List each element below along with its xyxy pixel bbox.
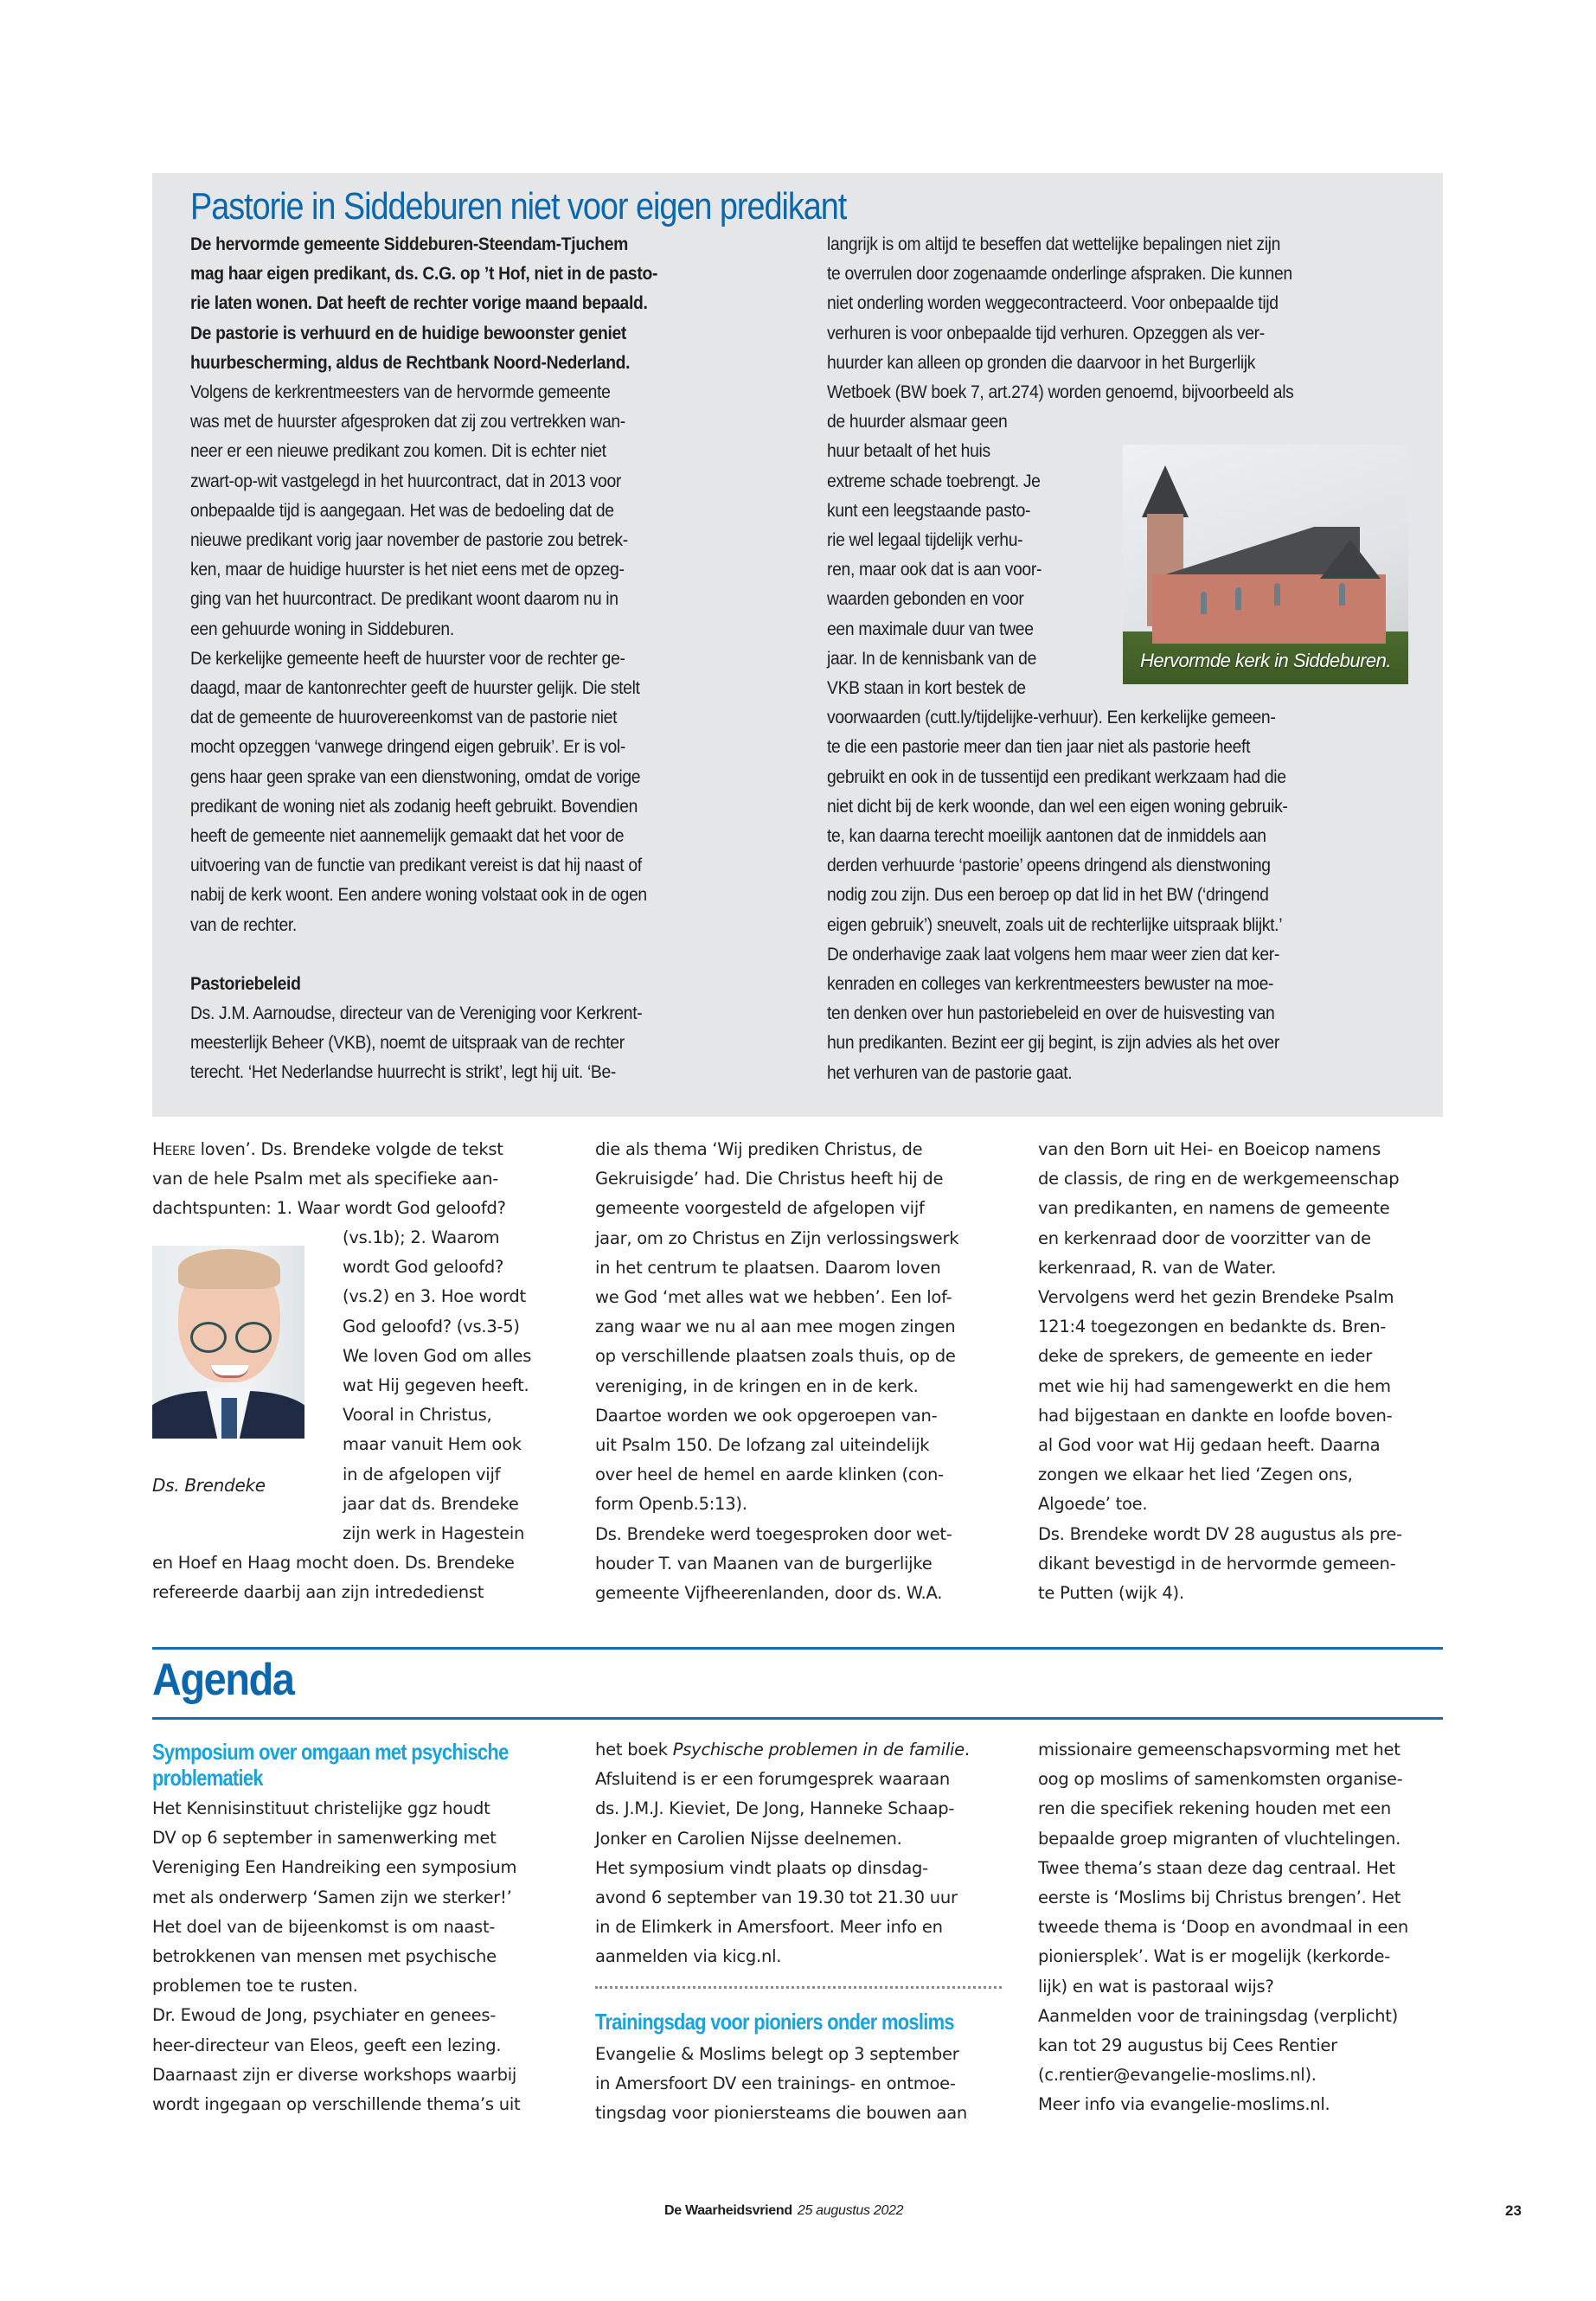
agenda-symposium-col-2 xyxy=(595,1735,1019,1972)
text-line: jaar dat ds. Brendeke xyxy=(343,1493,519,1514)
article-subheading: Pastoriebeleid xyxy=(190,973,301,994)
text-line: bepaalde groep migranten of vluchtelingen. xyxy=(1038,1828,1401,1849)
text-line: nodig zou zijn. Dus een beroep op dat lid in het BW (‘dringend xyxy=(827,885,1269,906)
farewell-wrap-text xyxy=(343,1223,567,1548)
agenda-divider xyxy=(595,1986,1002,1989)
text-line: gebruikt en ook in de tussentijd een predikant werkzaam had die xyxy=(827,766,1286,787)
text-line: Het doel van de bijeenkomst is om naast- xyxy=(152,1916,496,1937)
text-line: en kerkenraad door de voorzitter van de xyxy=(1038,1227,1371,1248)
agenda-title: Agenda xyxy=(152,1655,294,1705)
text-line: die als thema ‘Wij prediken Christus, de xyxy=(595,1139,923,1159)
text-line: van de rechter. xyxy=(190,914,297,935)
text-line: refereerde daarbij aan zijn intrededienst xyxy=(152,1582,484,1603)
text-line: zijn werk in Hagestein xyxy=(343,1523,525,1544)
text-line: Aanmelden voor de trainingsdag (verplicht) xyxy=(1038,2005,1398,2026)
text-line: hun predikanten. Bezint eer gij begint, is zijn advies als het over xyxy=(827,1033,1279,1054)
text-line: predikant de woning niet als zodanig heeft gebruikt. Bovendien xyxy=(190,796,638,817)
text-line: Dr. Ewoud de Jong, psychiater en genees- xyxy=(152,2005,497,2026)
farewell-first-line: Heere loven’. Ds. Brendeke volgde de tekst xyxy=(152,1139,503,1159)
text-line: ten denken over hun pastoriebeleid en over de huisvesting van xyxy=(827,1003,1275,1024)
text-line: ging van het huurcontract. De predikant woont daarom nu in xyxy=(190,589,619,610)
article-title: Pastorie in Siddeburen niet voor eigen predikant xyxy=(190,185,847,228)
text-line: eigen gebruik’) sneuvelt, zoals uit de rechterlijke uitspraak blijkt.’ xyxy=(827,914,1283,935)
text-line: niet onderling worden weggecontracteerd. Voor onbepaalde tijd xyxy=(827,293,1279,314)
text-line: Vereniging Een Handreiking een symposium xyxy=(152,1857,517,1878)
text-line: neer er een nieuwe predikant zou komen. Dit is echter niet xyxy=(190,441,606,462)
church-window xyxy=(1339,583,1345,606)
text-line: huur betaalt of het huis xyxy=(827,441,990,462)
text-line: huurder kan alleen op gronden die daarvoor in het Burgerlijk xyxy=(827,352,1256,373)
agenda-item-title-symposium: Symposium over omgaan met psychische problematiek xyxy=(152,1739,509,1791)
text-line: Het symposium vindt plaats op dinsdag- xyxy=(595,1857,928,1878)
text-line: huurbescherming, aldus de Rechtbank Noord-Nederland. xyxy=(190,352,631,373)
text-line: extreme schade toebrengt. Je xyxy=(827,471,1041,491)
church-photo xyxy=(1123,445,1408,684)
text-line: Wetboek (BW boek 7, art.274) worden genoemd, bijvoorbeeld als xyxy=(827,382,1294,403)
text-line: al God voor wat Hij gedaan heeft. Daarna xyxy=(1038,1435,1381,1456)
article-body-1 xyxy=(190,378,763,940)
publication-name: De Waarheidsvriend xyxy=(664,2203,792,2218)
text-line: uit Psalm 150. De lofzang zal uiteindelijk xyxy=(595,1435,930,1456)
text-line: waarden gebonden en voor xyxy=(827,589,1024,610)
text-line: Ds. J.M. Aarnoudse, directeur van de Vereniging voor Kerkrent- xyxy=(190,1003,643,1024)
text-line: heeft de gemeente niet aannemelijk gemaakt dat het voor de xyxy=(190,826,625,847)
agenda-top-rule xyxy=(152,1647,1443,1650)
text-line: in de afgelopen vijf xyxy=(343,1464,501,1484)
text-line: problemen toe te rusten. xyxy=(152,1976,358,1997)
text-line: Evangelie & Moslims belegt op 3 september xyxy=(595,2044,959,2064)
agenda-training-col-3 xyxy=(1038,1735,1453,2120)
text-line: missionaire gemeenschapsvorming met het xyxy=(1038,1740,1401,1759)
text-line: langrijk is om altijd te beseffen dat wettelijke bepalingen niet zijn xyxy=(827,234,1281,254)
text-line: voorwaarden (cutt.ly/tijdelijke-verhuur). Een kerkelijke gemeen- xyxy=(827,708,1276,728)
agenda-bottom-rule xyxy=(152,1717,1443,1720)
publication-date: 25 augustus 2022 xyxy=(797,2203,904,2218)
text-line: te overrulen door zogenaamde onderlinge afspraken. Die kunnen xyxy=(827,264,1292,285)
text-line: zwart-op-wit vastgelegd in het huurcontract, dat in 2013 voor xyxy=(190,471,621,491)
text-line: wordt God geloofd? xyxy=(343,1257,504,1278)
farewell-body-top xyxy=(152,1164,567,1223)
text-line: jaar, om zo Christus en Zijn verlossingswerk xyxy=(595,1227,959,1248)
portrait-caption: Ds. Brendeke xyxy=(152,1475,266,1496)
text-line: kerkenraad, R. van de Water. xyxy=(1038,1257,1277,1278)
text-line: houder T. van Maanen van de burgerlijke xyxy=(595,1553,933,1574)
text-line: gemeente Vijfheerenlanden, door ds. W.A. xyxy=(595,1583,943,1604)
text-line: van predikanten, en namens de gemeente xyxy=(1038,1198,1390,1219)
text-line: verhuren is voor onbepaalde tijd verhuren. Opzeggen als ver- xyxy=(827,323,1265,343)
text-line: ds. J.M.J. Kieviet, De Jong, Hanneke Schaap- xyxy=(595,1798,955,1819)
church-spire xyxy=(1142,465,1189,517)
article-body-2 xyxy=(190,999,763,1088)
text-line: tweede thema is ‘Doop en avondmaal in een xyxy=(1038,1917,1409,1938)
text-line: Daartoe worden we ook opgeroepen van- xyxy=(595,1405,938,1426)
text-line: in Amersfoort DV een trainings- en ontmoe- xyxy=(595,2073,956,2094)
portrait-photo xyxy=(152,1246,304,1439)
text-line: Jonker en Carolien Nijsse deelnemen. xyxy=(595,1828,902,1849)
text-line: het verhuren van de pastorie gaat. xyxy=(827,1062,1073,1083)
text-line: Ds. Brendeke wordt DV 28 augustus als pre- xyxy=(1038,1523,1402,1544)
text-line: nabij de kerk woont. Een andere woning volstaat ook in de ogen xyxy=(190,885,647,906)
text-line: met als onderwerp ‘Samen zijn we sterker!’ xyxy=(152,1887,512,1907)
page-number: 23 xyxy=(1505,2202,1522,2219)
text-line: zongen we elkaar het lied ‘Zegen ons, xyxy=(1038,1465,1353,1485)
text-line: meesterlijk Beheer (VKB), noemt de uitspraak van de rechter xyxy=(190,1033,625,1054)
text-line: form Openb.5:13). xyxy=(595,1494,747,1515)
text-line: vereniging, in de kringen en in de kerk. xyxy=(595,1375,919,1396)
article-column-1 xyxy=(190,230,763,1088)
agenda-item-title-training: Trainingsdag voor pioniers onder moslims xyxy=(595,2009,954,2035)
text-line: de huurder alsmaar geen xyxy=(827,412,1008,433)
text-line: Vervolgens werd het gezin Brendeke Psalm xyxy=(1038,1287,1394,1308)
text-line: rie laten wonen. Dat heeft de rechter vorige maand bepaald. xyxy=(190,293,648,314)
text-line: kan tot 29 augustus bij Cees Rentier xyxy=(1038,2035,1337,2056)
text-line: De pastorie is verhuurd en de huidige bewoonster geniet xyxy=(190,323,627,343)
church-nave xyxy=(1152,574,1386,644)
text-line: aanmelden via kicg.nl. xyxy=(595,1946,782,1967)
text-line: zang waar we nu al aan mee mogen zingen xyxy=(595,1317,956,1337)
text-line: met wie hij had samengewerkt en die hem xyxy=(1038,1375,1391,1396)
text-line: kunt een leegstaande pasto- xyxy=(827,500,1031,521)
text-line: Het Kennisinstituut christelijke ggz houdt xyxy=(152,1798,490,1818)
text-line: Twee thema’s staan deze dag centraal. Het xyxy=(1038,1857,1395,1878)
text-line: eerste is ‘Moslims bij Christus brengen’. Het xyxy=(1038,1888,1401,1908)
text-line: Gekruisigde’ had. Die Christus heeft hij de xyxy=(595,1169,944,1189)
text-line: Daarnaast zijn er diverse workshops waarbij xyxy=(152,2064,517,2085)
article-box xyxy=(152,173,1443,1117)
text-line: Vooral in Christus, xyxy=(343,1405,492,1426)
portrait-tie xyxy=(221,1398,237,1439)
text-line: we God ‘met alles wat we hebben’. Een lof- xyxy=(595,1287,952,1308)
text-line: Afsluitend is er een forumgesprek waaraan xyxy=(595,1769,951,1790)
text-line: Algoede’ toe. xyxy=(1038,1494,1148,1515)
text-line: De onderhavige zaak laat volgens hem maar weer zien dat ker- xyxy=(827,944,1280,965)
text-line: lijk) en wat is pastoraal wijs? xyxy=(1038,1976,1274,1997)
text-line: dat de gemeente de huurovereenkomst van de pastorie niet xyxy=(190,708,618,728)
farewell-column-3 xyxy=(1038,1135,1453,1608)
text-line: mag haar eigen predikant, ds. C.G. op ’t Hof, niet in de pasto- xyxy=(190,264,658,285)
text-line: maar vanuit Hem ook xyxy=(343,1434,522,1455)
text-line: VKB staan in kort bestek de xyxy=(827,678,1026,699)
text-line: Volgens de kerkrentmeesters van de hervormde gemeente xyxy=(190,382,611,403)
text-line: onbepaalde tijd is aangegaan. Het was de bedoeling dat de xyxy=(190,500,614,521)
text-line: van de hele Psalm met als specifieke aan- xyxy=(152,1169,499,1189)
text-line: wordt ingegaan op verschillende thema’s uit xyxy=(152,2094,521,2115)
church-window xyxy=(1201,592,1207,614)
text-line: nieuwe predikant vorig jaar november de pastorie zou betrek- xyxy=(190,530,628,551)
text-line: heer-directeur van Eleos, geeft een lezing. xyxy=(152,2035,502,2055)
text-line: over heel de hemel en aarde klinken (con- xyxy=(595,1465,944,1485)
text-line: van den Born uit Hei- en Boeicop namens xyxy=(1038,1139,1381,1159)
text-line: (c.rentier@evangelie-moslims.nl). xyxy=(1038,2065,1317,2086)
article-body-3 xyxy=(827,230,1368,437)
text-line: jaar. In de kennisbank van de xyxy=(827,648,1037,669)
text-line: dachtspunten: 1. Waar wordt God geloofd? xyxy=(152,1198,506,1219)
article-intro xyxy=(190,230,763,378)
text-line: daagd, maar de kantonrechter geeft de huurster gelijk. Die stelt xyxy=(190,678,640,699)
book-line: het boek Psychische problemen in de familie. xyxy=(595,1740,970,1759)
church-window xyxy=(1235,587,1241,610)
portrait-hair xyxy=(178,1249,280,1289)
text-line: op verschillende plaatsen zoals thuis, op de xyxy=(595,1346,956,1367)
text-line: kenraden en colleges van kerkrentmeesters bewuster na moe- xyxy=(827,974,1274,995)
text-line: te Putten (wijk 4). xyxy=(1038,1583,1184,1604)
glasses-icon xyxy=(235,1322,272,1353)
text-line: had bijgestaan en dankte en loofde boven- xyxy=(1038,1405,1393,1426)
agenda-symposium-col-2-body xyxy=(595,1765,1019,1971)
text-line: de classis, de ring en de werkgemeenschap xyxy=(1038,1169,1400,1189)
text-line: We loven God om alles xyxy=(343,1345,532,1366)
text-line: rie wel legaal tijdelijk verhu- xyxy=(827,530,1023,551)
farewell-body-bottom xyxy=(152,1548,567,1607)
glasses-icon xyxy=(190,1322,227,1353)
text-line: ren die specifiek rekening houden met een xyxy=(1038,1798,1391,1819)
text-line: pioniersplek’. Wat is er mogelijk (kerkorde- xyxy=(1038,1946,1391,1967)
publication-footer xyxy=(664,2203,903,2219)
agenda-symposium-col-1 xyxy=(152,1794,576,2119)
photo-caption: Hervormde kerk in Siddeburen. xyxy=(1140,650,1391,671)
text-line: betrokkenen van mensen met psychische xyxy=(152,1946,497,1967)
text-line: oog op moslims of samenkomsten organise- xyxy=(1038,1769,1403,1790)
text-line: tingsdag voor pioniersteams die bouwen aan xyxy=(595,2103,968,2124)
text-line: avond 6 september van 19.30 tot 21.30 uur xyxy=(595,1888,958,1908)
farewell-column-2 xyxy=(595,1135,1019,1608)
text-line: terecht. ‘Het Nederlandse huurrecht is strikt’, legt hij uit. ‘Be- xyxy=(190,1062,617,1083)
text-line: derden verhuurde ‘pastorie’ opeens dringend als dienstwoning xyxy=(827,856,1271,876)
text-line: gens haar geen sprake van een dienstwoning, omdat de vorige xyxy=(190,766,641,787)
text-line: een gehuurde woning in Siddeburen. xyxy=(190,619,454,639)
text-line: ren, maar ook dat is aan voor- xyxy=(827,560,1042,580)
text-line: wat Hij gegeven heeft. xyxy=(343,1375,529,1396)
text-line: mocht opzeggen ‘vanwege dringend eigen gebruik’. Er is vol- xyxy=(190,737,625,758)
text-line: De kerkelijke gemeente heeft de huurster voor de rechter ge- xyxy=(190,648,625,669)
church-window xyxy=(1274,583,1280,606)
text-line: uitvoering van de functie van predikant vereist is dat hij naast of xyxy=(190,856,642,876)
text-line: DV op 6 september in samenwerking met xyxy=(152,1828,497,1849)
text-line: gemeente voorgesteld de afgelopen vijf xyxy=(595,1198,925,1219)
text-line: De hervormde gemeente Siddeburen-Steendam-Tjuchem xyxy=(190,234,628,254)
text-line: niet dicht bij de kerk woonde, dan wel een eigen woning gebruik- xyxy=(827,796,1288,817)
text-line: en Hoef en Haag mocht doen. Ds. Brendeke xyxy=(152,1553,515,1573)
article-body-4 xyxy=(827,703,1368,1088)
book-title: Psychische problemen in de familie xyxy=(672,1740,965,1759)
text-line: Meer info via evangelie-moslims.nl. xyxy=(1038,2094,1330,2115)
farewell-column-1 xyxy=(152,1135,567,1224)
text-line: dikant bevestigd in de hervormde gemeen- xyxy=(1038,1553,1396,1574)
text-line: te, kan daarna terecht moeilijk aantonen dat de inmiddels aan xyxy=(827,826,1266,847)
text-line: God geloofd? (vs.3-5) xyxy=(343,1316,520,1336)
text-line: (vs.1b); 2. Waarom xyxy=(343,1227,500,1247)
text-line: ken, maar de huidige huurster is het niet eens met de opzeg- xyxy=(190,560,625,580)
text-line: Ds. Brendeke werd toegesproken door wet- xyxy=(595,1523,952,1544)
text-line: in de Elimkerk in Amersfoort. Meer info en xyxy=(595,1917,943,1938)
text-line: in het centrum te plaatsen. Daarom loven xyxy=(595,1257,941,1278)
text-line: was met de huurster afgesproken dat zij zou vertrekken wan- xyxy=(190,412,625,433)
text-line: deke de sprekers, de gemeente en ieder xyxy=(1038,1346,1373,1367)
text-line: te die een pastorie meer dan tien jaar niet als pastorie heeft xyxy=(827,737,1251,758)
text-line: een maximale duur van twee xyxy=(827,619,1034,639)
agenda-training-col-2 xyxy=(595,2040,1019,2129)
text-line: (vs.2) en 3. Hoe wordt xyxy=(343,1286,526,1307)
text-line: 121:4 toegezongen en bedankte ds. Bren- xyxy=(1038,1317,1387,1337)
